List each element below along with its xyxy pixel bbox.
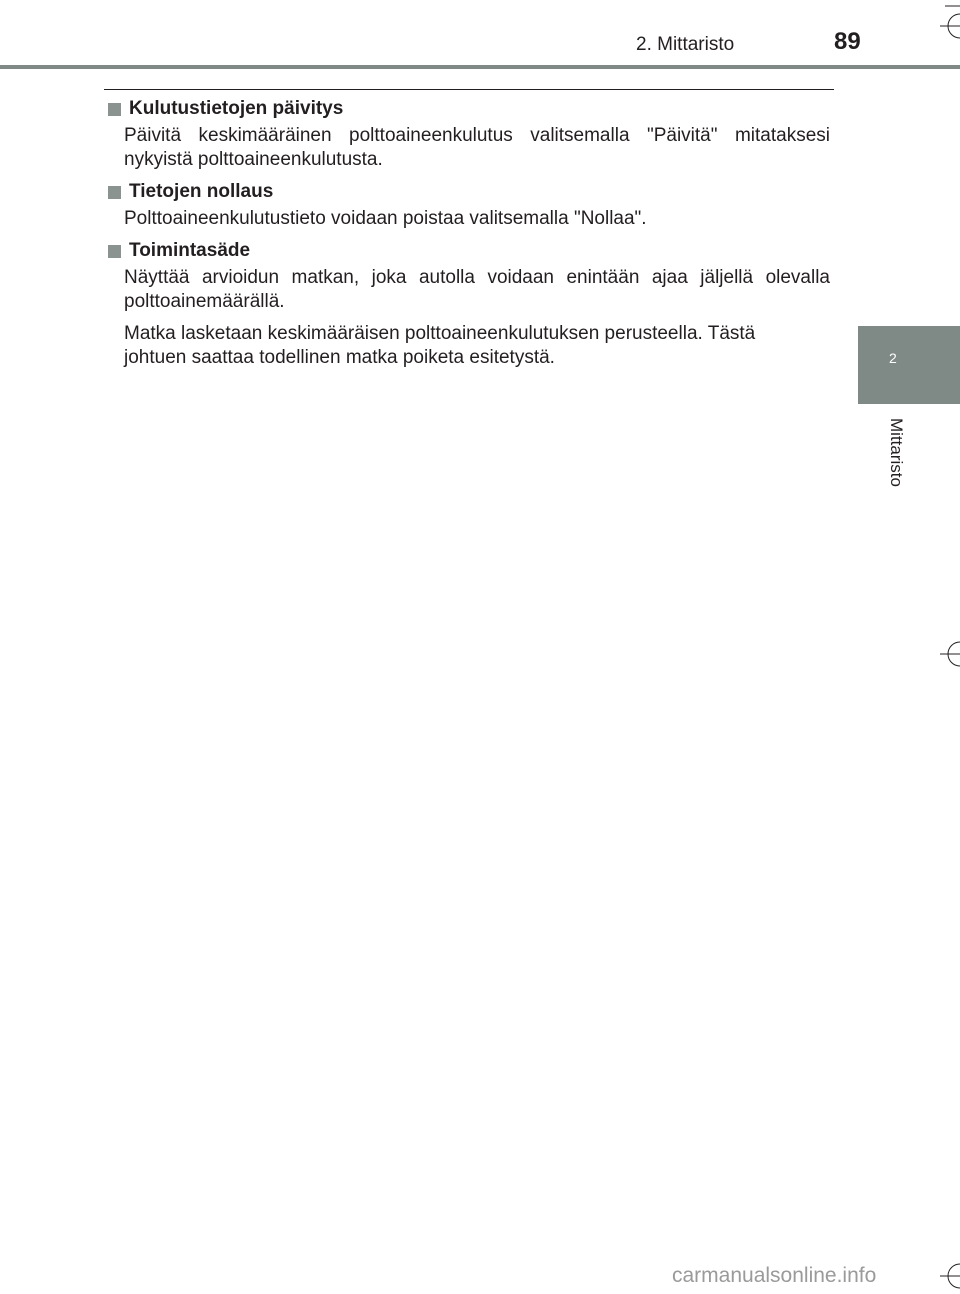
- section-tietojen-nollaus: [104, 180, 830, 231]
- section-paragraph: Päivitä keskimääräinen polttoaineenkulutus valitsemalla "Päivitä" mitataksesi nykyistä polttoaineenkulutusta.: [124, 125, 830, 170]
- crop-mark-middle-right: [940, 634, 960, 676]
- square-bullet-icon: [108, 245, 121, 258]
- section-heading-text: Kulutustietojen päivitys: [129, 98, 344, 119]
- square-bullet-icon: [108, 103, 121, 116]
- section-heading: [104, 97, 830, 121]
- crop-mark-top-right: [940, 0, 960, 46]
- footer-watermark: carmanualsonline.info: [672, 1264, 877, 1287]
- section-heading: [104, 180, 830, 204]
- section-heading-text: Toimintasäde: [129, 240, 251, 261]
- section-heading-text: Tietojen nollaus: [129, 181, 274, 202]
- section-heading: [104, 239, 830, 263]
- page-number: 89: [834, 28, 861, 55]
- section-kulutustietojen-paivitys: [104, 97, 830, 172]
- chapter-tab: [858, 326, 960, 404]
- section-paragraph: Näyttää arvioidun matkan, joka autolla voidaan enintään ajaa jäljellä olevalla polttoainemäärällä.: [124, 267, 830, 312]
- header-rule: [0, 65, 960, 69]
- content-rule: [104, 89, 834, 90]
- section-toimintasade: [104, 239, 830, 370]
- square-bullet-icon: [108, 186, 121, 199]
- chapter-tab-label: Mittaristo: [887, 418, 906, 487]
- header-section-title: 2. Mittaristo: [636, 34, 735, 55]
- chapter-tab-number: 2: [889, 350, 897, 366]
- crop-mark-bottom-right: [940, 1250, 960, 1294]
- section-paragraph: Matka lasketaan keskimääräisen polttoaineenkulutuksen perusteella. Tästä johtuen saattaa todellinen matka poiketa esitetystä.: [124, 323, 756, 368]
- section-paragraph: Polttoaineenkulutustieto voidaan poistaa valitsemalla "Nollaa".: [124, 208, 647, 229]
